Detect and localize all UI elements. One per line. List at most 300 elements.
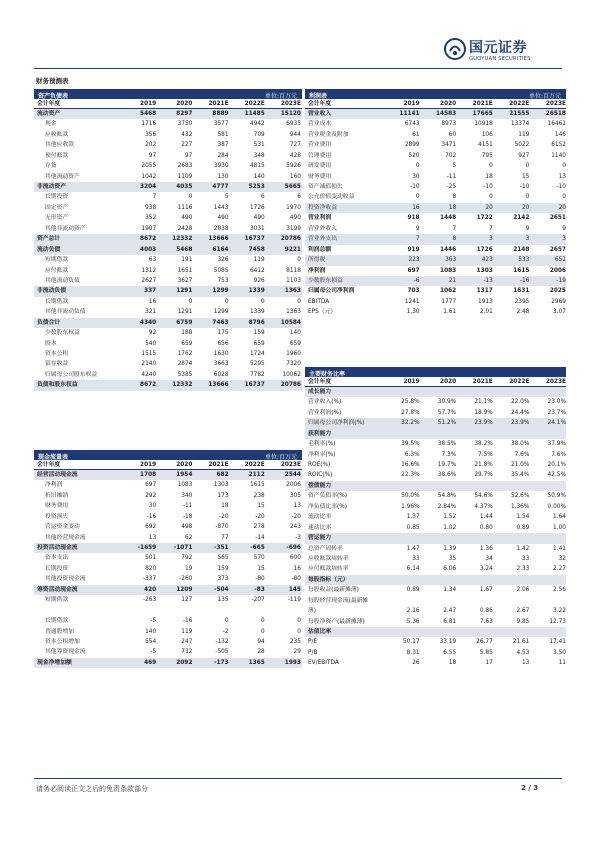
column-header: 2022E [244, 100, 265, 107]
cash-flow-title: 现金流量表 [38, 453, 69, 461]
table-header-row [305, 377, 566, 387]
table-row [305, 203, 566, 213]
row-label: 资本公积增加 [45, 638, 80, 645]
table-cell: 6 [297, 194, 301, 201]
table-cell: 1.67 [479, 587, 493, 594]
table-cell: 944 [289, 131, 301, 138]
table-cell: 77 [221, 534, 229, 541]
table-cell: 23.9% [510, 420, 530, 427]
table-cell: 6152 [551, 142, 566, 149]
table-row [34, 297, 302, 307]
column-header: 2023E [545, 378, 566, 385]
row-label: 归属母公司净利润 [308, 288, 355, 295]
table-cell: 61 [412, 131, 420, 138]
table-cell: 697 [407, 267, 420, 274]
balance-sheet-unit: 单位:百万元 [264, 92, 297, 100]
table-row [34, 637, 302, 647]
table-row [305, 140, 566, 150]
table-row [305, 387, 566, 397]
table-cell: 30 [148, 503, 157, 510]
table-cell: 8 [452, 236, 457, 243]
table-cell: 13 [148, 534, 157, 541]
table-cell: 14583 [436, 110, 457, 117]
table-cell: 1.02 [443, 524, 457, 531]
table-row [305, 234, 566, 244]
table-cell [420, 575, 457, 585]
row-label: 估值比率 [308, 629, 332, 635]
table-cell: 18 [485, 173, 493, 180]
table-cell: 26.77 [476, 639, 493, 646]
table-row [305, 286, 566, 296]
row-label: EBITDA [308, 298, 330, 305]
table-row [305, 648, 566, 658]
table-cell: 8973 [441, 121, 457, 128]
column-header: 2020 [176, 100, 193, 107]
table-cell: 697 [145, 482, 157, 489]
table-cell: 2657 [549, 246, 566, 253]
table-cell: 0 [525, 163, 530, 170]
table-cell: 363 [445, 257, 457, 264]
table-cell: 703 [407, 288, 420, 295]
table-cell: 52.6% [510, 493, 530, 500]
table-row [34, 616, 302, 626]
table-row [305, 276, 566, 286]
table-cell [493, 575, 530, 585]
table-cell: 284 [217, 152, 229, 159]
table-cell: 2.47 [443, 608, 457, 615]
table-cell: 18 [221, 503, 229, 510]
income-statement-title: 利润表 [309, 92, 328, 100]
table-cell: 10584 [280, 319, 301, 326]
table-cell: 1363 [286, 309, 301, 316]
table-cell: -504 [214, 586, 229, 593]
table-cell: 0.89 [516, 524, 530, 531]
table-cell: 16 [148, 298, 157, 305]
table-cell [456, 387, 493, 397]
table-cell: 2683 [177, 163, 193, 170]
table-cell: 5.85 [479, 649, 493, 656]
table-cell: 0 [261, 618, 265, 625]
table-cell: 565 [217, 555, 229, 562]
row-label: 存货 [45, 163, 57, 170]
table-cell: 490 [181, 215, 193, 222]
table-cell: 554 [145, 638, 157, 645]
table-cell [529, 627, 566, 637]
table-cell: 1448 [440, 215, 457, 222]
table-cell: 33 [412, 555, 420, 562]
table-cell: -80 [291, 576, 301, 583]
income-statement-unit: 单位:百万元 [528, 92, 561, 100]
row-label: 少数股东损益 [308, 277, 343, 284]
table-cell: 127 [181, 597, 193, 604]
table-cell: 7.6% [551, 451, 566, 458]
table-cell: 4340 [140, 319, 157, 326]
row-label: 流动资产 [37, 110, 61, 117]
table-cell: 600 [289, 555, 301, 562]
table-cell: 33 [521, 555, 530, 562]
table-cell: 11141 [399, 110, 420, 117]
table-row [305, 606, 566, 616]
table-row [305, 408, 566, 418]
table-cell: 1726 [476, 246, 493, 253]
row-label: 固定资产 [45, 204, 69, 211]
table-row [305, 564, 566, 574]
table-row [305, 523, 566, 533]
table-cell: 0 [525, 194, 530, 201]
table-cell: 420 [144, 586, 157, 593]
table-cell: 2055 [141, 163, 157, 170]
table-cell: 1446 [440, 246, 457, 253]
table-cell: 159 [217, 565, 229, 572]
table-cell: 21.8% [474, 462, 493, 468]
table-cell: 5 [224, 194, 229, 201]
table-row [305, 172, 566, 182]
table-cell: 2899 [404, 142, 420, 149]
table-cell: 1.30 [406, 309, 420, 316]
table-row [305, 502, 566, 512]
table-cell: 1317 [476, 288, 493, 295]
table-cell: 2627 [141, 277, 157, 284]
row-label: 应收账款周转率 [308, 555, 349, 562]
column-header: 2019 [140, 461, 157, 468]
table-cell: 3204 [140, 184, 157, 190]
table-cell: 92 [148, 330, 157, 337]
table-row [305, 429, 566, 439]
table-cell: 21.1% [474, 399, 493, 406]
table-cell: 1.00 [553, 524, 566, 531]
table-cell: 1.42 [516, 545, 530, 552]
table-cell [420, 596, 457, 606]
row-label: 其他非流动资产 [45, 225, 86, 232]
row-label: 经营活动现金流 [37, 471, 78, 478]
table-cell: -119 [287, 597, 301, 604]
table-cell: 7 [415, 236, 420, 243]
row-label: ROE(%) [308, 462, 331, 468]
table-cell: 28 [257, 649, 265, 656]
table-cell: 1116 [177, 204, 193, 211]
row-label: 流动负债 [37, 246, 61, 253]
table-cell: -337 [143, 576, 157, 583]
table-cell [529, 533, 566, 543]
table-cell: 540 [145, 340, 157, 347]
table-cell: 20786 [280, 236, 301, 243]
balance-sheet-table [34, 89, 302, 391]
table-row [34, 564, 302, 574]
table-cell: 35.4% [510, 472, 530, 479]
table-cell: 22.3% [401, 472, 420, 479]
row-label: 资产负债率(%) [308, 493, 348, 500]
table-cell: 20 [485, 204, 493, 211]
table-cell: 1103 [286, 277, 301, 284]
table-cell: -18 [182, 513, 193, 520]
table-cell: 1907 [141, 225, 157, 232]
table-cell: 0 [415, 163, 420, 170]
table-row [34, 627, 302, 637]
table-cell: 17665 [472, 110, 493, 117]
table-cell: 135 [217, 597, 229, 604]
income-statement-table [305, 89, 566, 318]
table-row [305, 544, 566, 554]
table-row [305, 130, 566, 140]
table-cell: 5253 [248, 184, 265, 190]
table-cell: 13 [521, 660, 530, 667]
table-cell: 0 [562, 194, 566, 201]
column-header: 2022E [244, 461, 265, 468]
table-cell: 337 [144, 288, 157, 295]
table-cell: 23.9% [474, 420, 493, 427]
table-row [305, 450, 566, 460]
table-cell: 1.36% [510, 503, 530, 510]
table-cell: 1515 [141, 351, 157, 357]
table-cell [383, 533, 420, 543]
table-row [34, 491, 302, 501]
table-cell: -11 [182, 503, 193, 510]
table-cell: 5665 [284, 184, 301, 190]
table-cell: 792 [181, 555, 193, 562]
table-cell: 373 [217, 576, 229, 583]
row-label: 成长能力 [308, 388, 332, 395]
table-row [34, 522, 302, 532]
table-row [305, 182, 566, 192]
header-rule [34, 68, 562, 69]
row-label: 营业外收入 [308, 225, 337, 232]
column-header: 2020 [440, 378, 457, 385]
table-cell: -351 [214, 545, 229, 551]
table-cell: 702 [445, 152, 457, 159]
table-cell: 501 [145, 555, 157, 562]
row-label: 管理费用 [308, 152, 332, 159]
table-cell [229, 606, 265, 616]
table-cell [420, 429, 457, 439]
table-row [34, 286, 302, 296]
column-header: 2021E [472, 100, 493, 107]
table-cell: -132 [215, 638, 229, 645]
table-cell: 352 [145, 215, 157, 222]
row-label: 净负债比率(%) [308, 503, 348, 510]
table-cell: 13666 [208, 382, 229, 389]
table-cell: 4003 [140, 246, 157, 253]
table-cell [456, 429, 493, 439]
table-row [305, 512, 566, 522]
table-cell: 926 [253, 277, 265, 284]
table-cell: 140 [145, 628, 157, 635]
table-cell [383, 481, 420, 491]
table-cell: 3.50 [553, 649, 566, 656]
table-cell: 2112 [248, 471, 265, 478]
row-label: 营业成本 [308, 121, 332, 128]
row-label: 无形资产 [45, 215, 69, 222]
table-cell: 2.48 [516, 309, 530, 316]
table-cell: 918 [407, 215, 420, 222]
column-header: 2023E [545, 100, 566, 107]
table-cell: 0.89 [406, 587, 420, 594]
table-cell: 5385 [177, 371, 193, 378]
table-cell: -19 [556, 277, 566, 284]
table-cell: 423 [481, 257, 493, 264]
table-cell: -505 [215, 649, 229, 656]
row-label: 现金 [45, 121, 57, 128]
table-cell: 4151 [478, 142, 493, 149]
table-cell: 16737 [244, 382, 265, 389]
table-cell: -16 [146, 513, 157, 520]
table-cell: 7.63 [479, 618, 493, 625]
table-cell: 38.6% [437, 472, 457, 479]
table-row [34, 512, 302, 522]
row-label: 现金净增加额 [37, 659, 72, 666]
table-cell: 29 [293, 649, 301, 656]
table-cell: 37.9% [547, 441, 566, 448]
table-cell: 326 [217, 257, 229, 264]
table-cell: 18.9% [474, 409, 493, 416]
table-cell: 0.00% [547, 503, 566, 510]
cash-flow-unit: 单位:百万元 [264, 453, 297, 461]
table-cell: 140 [253, 173, 265, 180]
table-cell: 4240 [141, 371, 157, 378]
table-cell: 20.1% [547, 462, 566, 468]
table-cell: -10 [483, 184, 493, 190]
table-cell: 25.8% [401, 399, 420, 406]
table-cell: -10 [556, 184, 566, 190]
table-cell: 50.0% [401, 493, 420, 500]
table-cell: 0 [224, 618, 229, 625]
disclaimer-text: 请务必阅读正文之后的免责条款部分 [36, 785, 148, 793]
table-cell: 145 [288, 586, 301, 593]
row-label: 总资产周转率 [308, 545, 343, 552]
table-cell: 26518 [545, 110, 566, 117]
table-cell: 498 [181, 524, 193, 531]
table-cell: 2.16 [406, 608, 420, 615]
table-row [34, 359, 302, 369]
table-cell: 13374 [510, 121, 530, 128]
page-number: 2 / 3 [521, 784, 539, 792]
table-row [305, 596, 566, 606]
table-cell: 0 [297, 298, 301, 305]
table-cell: 4942 [249, 121, 265, 128]
table-row [34, 213, 302, 223]
table-cell: 0 [297, 628, 301, 635]
table-row [34, 470, 302, 480]
table-row [34, 585, 302, 595]
column-header: 2023E [280, 100, 301, 107]
table-cell: 39.5% [401, 441, 420, 448]
row-label: EV/EBITDA [308, 660, 339, 667]
table-cell: -260 [179, 576, 193, 583]
table-cell: 709 [253, 131, 265, 138]
table-cell: 7 [452, 225, 457, 232]
table-row [34, 182, 302, 192]
table-cell [120, 606, 156, 616]
table-cell: 10062 [282, 371, 301, 378]
row-label: 会计年度 [308, 100, 332, 107]
table-cell: 1.47 [406, 545, 420, 552]
row-label: 其他投资现金流 [45, 576, 86, 583]
row-label: 营运资金变动 [45, 524, 80, 531]
column-header: 2020 [440, 100, 457, 107]
table-cell: 106 [481, 131, 493, 138]
row-label: 股本 [45, 340, 57, 347]
table-cell: 292 [145, 492, 157, 499]
table-cell: 6.3% [404, 451, 420, 458]
table-row [305, 245, 566, 255]
table-cell: 3 [525, 236, 530, 243]
table-cell: 1716 [141, 121, 157, 128]
table-cell: -83 [254, 586, 265, 593]
table-cell [383, 627, 420, 637]
table-cell: 119 [253, 257, 265, 264]
table-cell: 7 [489, 225, 493, 232]
table-cell [456, 627, 493, 637]
row-label: 薄) [308, 608, 317, 615]
table-row [305, 491, 566, 501]
table-cell: 18 [448, 660, 457, 667]
table-cell: -2 [222, 628, 229, 635]
table-row [34, 606, 302, 616]
table-cell: 1.34 [443, 587, 457, 594]
table-cell: 7.6% [514, 451, 530, 458]
table-cell: 7.5% [478, 451, 493, 458]
table-cell: 119 [181, 628, 193, 635]
table-row [34, 130, 302, 140]
table-cell: 1.96% [401, 503, 420, 510]
table-cell: 38.5% [437, 441, 457, 448]
table-cell: 119 [518, 131, 530, 138]
table-cell: 0 [562, 163, 566, 170]
table-cell: 50.17 [402, 639, 420, 646]
table-cell: 820 [145, 565, 157, 572]
table-cell: 2.67 [516, 608, 530, 615]
row-label: 其他流动资产 [45, 173, 80, 180]
table-cell: 0 [188, 298, 193, 305]
table-cell: 1.39 [443, 545, 457, 552]
row-label: 偿债能力 [308, 482, 332, 489]
table-cell: 0.86 [479, 608, 493, 615]
table-row [305, 554, 566, 564]
table-cell: 8889 [212, 110, 229, 117]
row-label: 其他筹资现金流 [45, 649, 86, 656]
table-row [34, 151, 302, 161]
row-label: 营业收入(%) [308, 399, 342, 406]
table-cell: -870 [215, 524, 229, 531]
table-cell: 21.61 [512, 639, 530, 646]
row-label: 筹资活动现金流 [37, 586, 78, 593]
table-cell: 1651 [177, 267, 193, 274]
table-cell: 15 [521, 173, 530, 180]
table-cell [192, 606, 228, 616]
footer-rule [34, 778, 562, 779]
table-cell: 1.44 [479, 514, 493, 521]
table-cell: 340 [181, 492, 193, 499]
row-label: 长期借款 [45, 298, 69, 305]
row-label: 营业费用 [308, 142, 332, 149]
financial-ratios-title: 主要财务比率 [309, 370, 346, 378]
row-label: 营业利润(%) [308, 409, 342, 416]
table-cell [383, 429, 420, 439]
table-row [305, 470, 566, 480]
table-cell: 1303 [476, 267, 493, 274]
table-cell: 16737 [244, 236, 265, 243]
logo-english-name: GUOYUAN SECURITIES [469, 56, 531, 62]
table-row [34, 543, 302, 553]
table-cell: 6.06 [443, 566, 457, 573]
row-label: 营运能力 [308, 535, 332, 542]
row-label: ROIC(%) [308, 472, 333, 479]
table-cell: 12332 [172, 236, 193, 243]
table-cell: 0.80 [479, 524, 493, 531]
table-cell: 1954 [176, 471, 193, 478]
table-cell: 356 [145, 131, 157, 138]
balance-sheet-title: 资产负债表 [38, 92, 69, 100]
table-cell: 1443 [213, 204, 229, 211]
